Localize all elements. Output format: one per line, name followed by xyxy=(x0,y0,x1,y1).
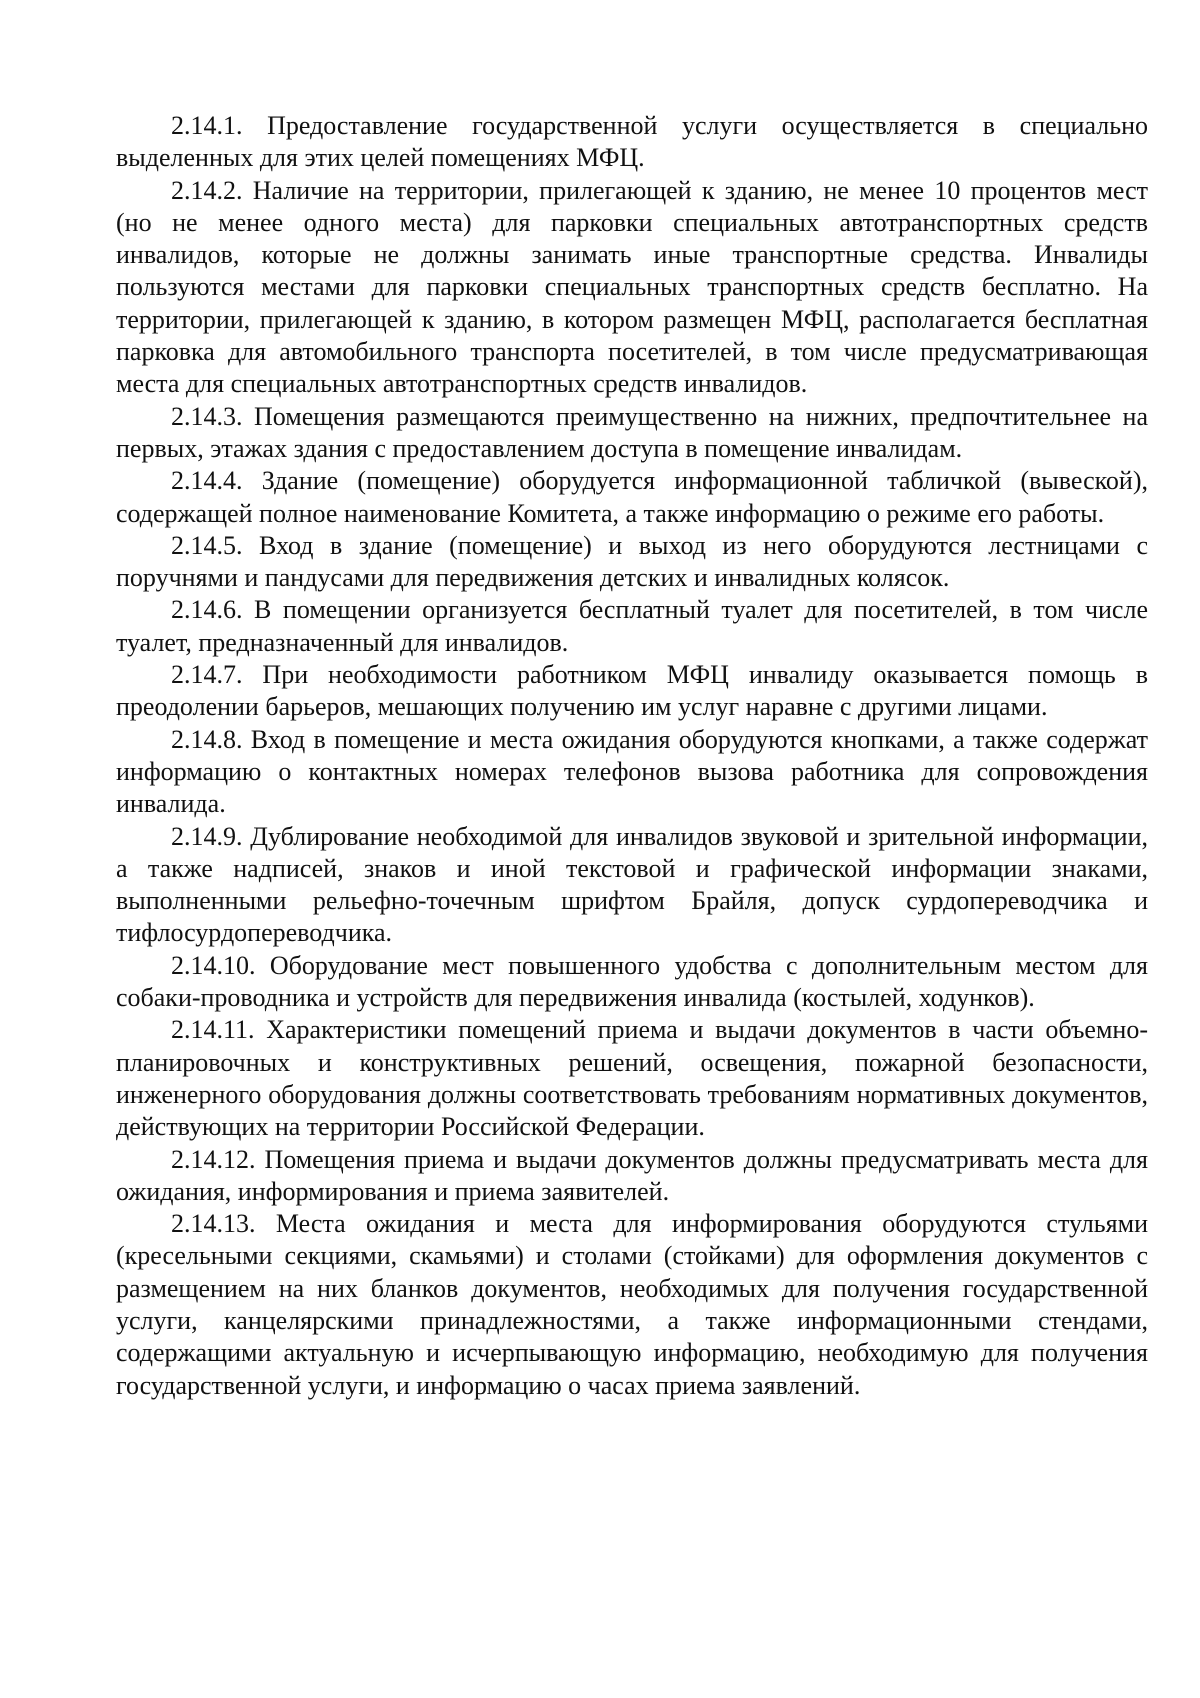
paragraph-2-14-13: 2.14.13. Места ожидания и места для информирования оборудуются стульями (кресельными секциями, скамьями) и столами (стойками) для оформления документов с размещением на них бланков документов, необходимых для получения государственной услуги, канцелярскими принадлежностями, а также информационными стендами, содержащими актуальную и исчерпывающую информацию, необходимую для получения государственной услуги, и информацию о часах приема заявлений. xyxy=(116,1209,1148,1400)
paragraph-2-14-8: 2.14.8. Вход в помещение и места ожидания оборудуются кнопками, а также содержат информацию о контактных номерах телефонов вызова работника для сопровождения инвалида. xyxy=(116,724,1148,819)
paragraph-2-14-5: 2.14.5. Вход в здание (помещение) и выход из него оборудуются лестницами с поручнями и пандусами для передвижения детских и инвалидных колясок. xyxy=(116,530,1148,593)
paragraph-2-14-9: 2.14.9. Дублирование необходимой для инвалидов звуковой и зрительной информации, а также надписей, знаков и иной текстовой и графической информации знаками, выполненными рельефно-точечным шрифтом Брайля, допуск сурдопереводчика и тифлосурдопереводчика. xyxy=(116,821,1148,948)
paragraph-2-14-2: 2.14.2. Наличие на территории, прилегающей к зданию, не менее 10 процентов мест (но не менее одного места) для парковки специальных автотранспортных средств инвалидов, которые не должны занимать иные транспортные средства. Инвалиды пользуются местами для парковки специальных транспортных средств бесплатно. На территории, прилегающей к зданию, в котором размещен МФЦ, располагается бесплатная парковка для автомобильного транспорта посетителей, в том числе предусматривающая места для специальных автотранспортных средств инвалидов. xyxy=(116,175,1148,399)
paragraph-2-14-3: 2.14.3. Помещения размещаются преимущественно на нижних, предпочтительнее на первых, этажах здания с предоставлением доступа в помещение инвалидам. xyxy=(116,401,1148,463)
paragraph-2-14-4: 2.14.4. Здание (помещение) оборудуется информационной табличкой (вывеской), содержащей полное наименование Комитета, а также информацию о режиме его работы. xyxy=(116,466,1148,528)
paragraph-2-14-12: 2.14.12. Помещения приема и выдачи документов должны предусматривать места для ожидания, информирования и приема заявителей. xyxy=(116,1144,1148,1206)
paragraph-2-14-6: 2.14.6. В помещении организуется бесплатный туалет для посетителей, в том числе туалет, предназначенный для инвалидов. xyxy=(116,595,1148,657)
paragraph-2-14-10: 2.14.10. Оборудование мест повышенного удобства с дополнительным местом для собаки-проводника и устройств для передвижения инвалида (костылей, ходунков). xyxy=(116,950,1148,1013)
paragraph-2-14-11: 2.14.11. Характеристики помещений приема и выдачи документов в части объемно-планировочных и конструктивных решений, освещения, пожарной безопасности, инженерного оборудования должны соответствовать требованиям нормативных документов, действующих на территории Российской Федерации. xyxy=(116,1015,1148,1142)
paragraph-2-14-7: 2.14.7. При необходимости работником МФЦ инвалиду оказывается помощь в преодолении барьеров, мешающих получению им услуг наравне с другими лицами. xyxy=(116,660,1148,722)
document-page xyxy=(116,110,1148,1402)
paragraph-2-14-1: 2.14.1. Предоставление государственной услуги осуществляется в специально выделенных для этих целей помещениях МФЦ. xyxy=(116,111,1148,173)
